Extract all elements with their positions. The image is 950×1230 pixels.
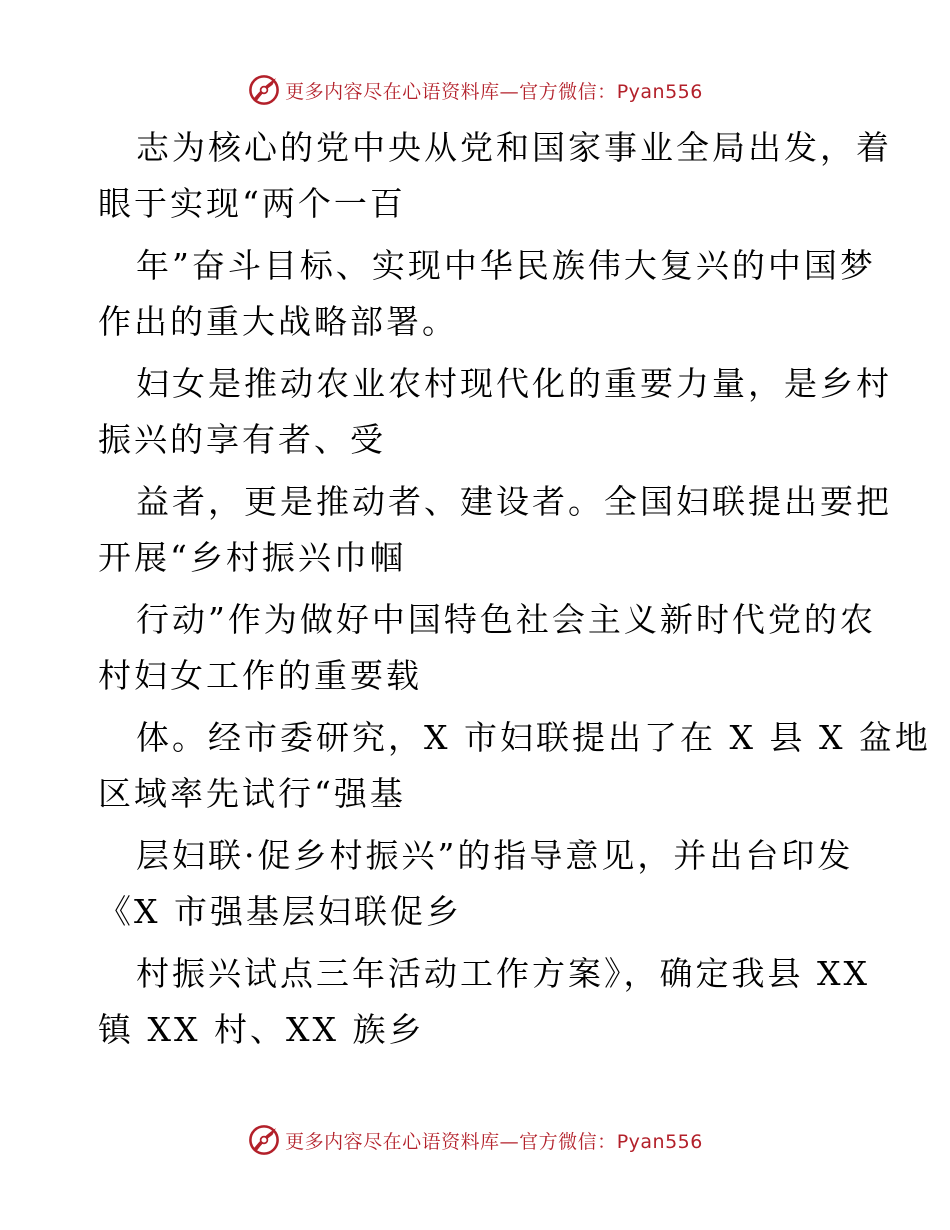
document-body	[98, 120, 931, 1058]
paragraph-line: 区域率先试行“强基	[98, 774, 406, 813]
pen-logo-icon	[247, 73, 281, 107]
paragraph-line: 层妇联·促乡村振兴”的指导意见，并出台印发	[136, 836, 854, 875]
banner-text: 更多内容尽在心语资料库—官方微信：Pyan556	[285, 1130, 703, 1153]
paragraph-line: 志为核心的党中央从党和国家事业全局出发，着	[136, 128, 892, 167]
paragraph-line: 《X 市强基层妇联促乡	[98, 892, 462, 931]
paragraph-line: 年”奋斗目标、实现中华民族伟大复兴的中国梦	[136, 246, 876, 285]
footer-banner	[0, 1120, 950, 1160]
pen-logo-icon	[247, 1123, 281, 1157]
paragraph-line: 行动”作为做好中国特色社会主义新时代党的农	[136, 600, 876, 639]
paragraph-line: 村振兴试点三年活动工作方案》，确定我县 XX	[136, 954, 870, 993]
header-banner	[0, 70, 950, 110]
paragraph-line: 妇女是推动农业农村现代化的重要力量，是乡村	[136, 364, 892, 403]
paragraph-line: 益者，更是推动者、建设者。全国妇联提出要把	[136, 482, 892, 521]
paragraph-line: 开展“乡村振兴巾帼	[98, 538, 406, 577]
paragraph-line: 镇 XX 村、XX 族乡	[98, 1010, 425, 1049]
paragraph-line: 眼于实现“两个一百	[98, 184, 406, 223]
paragraph-line: 体。经市委研究，X 市妇联提出了在 X 县 X 盆地	[136, 718, 931, 757]
paragraph-line: 作出的重大战略部署。	[98, 302, 458, 341]
paragraph-line: 村妇女工作的重要载	[98, 656, 422, 695]
banner-text: 更多内容尽在心语资料库—官方微信：Pyan556	[285, 80, 703, 103]
paragraph-line: 振兴的享有者、受	[98, 420, 386, 459]
